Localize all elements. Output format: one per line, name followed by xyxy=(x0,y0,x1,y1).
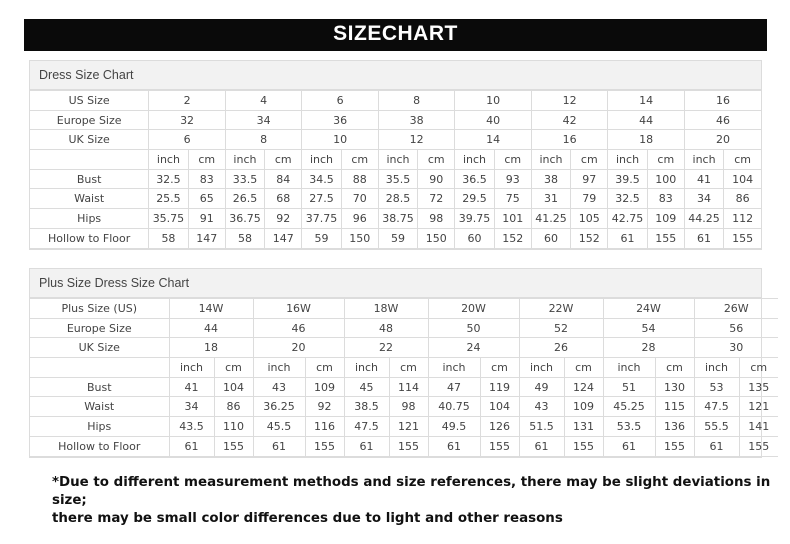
size-cell: 10 xyxy=(455,91,532,111)
unit-inch-cell: inch xyxy=(694,358,739,378)
measure-cell: 41 xyxy=(169,377,214,397)
unit-inch-cell: inch xyxy=(603,358,655,378)
row-label: Hips xyxy=(30,209,149,229)
table-row xyxy=(30,228,761,248)
measure-cell: 43 xyxy=(519,397,564,417)
measure-cell: 155 xyxy=(305,436,344,456)
footnote xyxy=(52,474,772,528)
size-cell: 6 xyxy=(149,130,226,150)
measure-cell: 51 xyxy=(603,377,655,397)
measure-cell: 152 xyxy=(494,228,531,248)
unit-cm-cell: cm xyxy=(418,150,455,170)
measure-cell: 135 xyxy=(739,377,778,397)
measure-cell: 86 xyxy=(214,397,253,417)
measure-cell: 88 xyxy=(341,169,378,189)
table-row xyxy=(30,318,778,338)
unit-inch-cell: inch xyxy=(225,150,264,170)
empty-cell xyxy=(30,150,149,170)
size-cell: 18 xyxy=(169,338,253,358)
size-cell: 52 xyxy=(519,318,603,338)
size-cell: 8 xyxy=(378,91,455,111)
unit-inch-cell: inch xyxy=(684,150,723,170)
measure-cell: 130 xyxy=(655,377,694,397)
size-cell: 16 xyxy=(531,130,608,150)
table-row xyxy=(30,91,761,111)
unit-inch-cell: inch xyxy=(378,150,417,170)
measure-cell: 45.25 xyxy=(603,397,655,417)
unit-inch-cell: inch xyxy=(519,358,564,378)
measure-cell: 51.5 xyxy=(519,417,564,437)
measure-cell: 38.5 xyxy=(344,397,389,417)
table-row xyxy=(30,358,778,378)
dress-size-chart xyxy=(29,60,762,250)
measure-cell: 35.5 xyxy=(378,169,417,189)
measure-cell: 36.75 xyxy=(225,209,264,229)
table-row xyxy=(30,209,761,229)
measure-cell: 32.5 xyxy=(149,169,188,189)
size-cell: 28 xyxy=(603,338,694,358)
measure-cell: 150 xyxy=(341,228,378,248)
measure-cell: 41.25 xyxy=(531,209,570,229)
footnote-line: *Due to different measurement methods and size references, there may be slight deviations in size; xyxy=(52,475,771,508)
size-cell: 12 xyxy=(531,91,608,111)
measure-cell: 110 xyxy=(214,417,253,437)
measure-cell: 55.5 xyxy=(694,417,739,437)
size-cell: 12 xyxy=(378,130,455,150)
unit-cm-cell: cm xyxy=(389,358,428,378)
unit-cm-cell: cm xyxy=(265,150,302,170)
measure-cell: 65 xyxy=(188,189,225,209)
table-row xyxy=(30,130,761,150)
measure-cell: 90 xyxy=(418,169,455,189)
measure-cell: 86 xyxy=(724,189,761,209)
measure-cell: 92 xyxy=(305,397,344,417)
chart-title: Dress Size Chart xyxy=(30,61,761,90)
measure-cell: 121 xyxy=(389,417,428,437)
measure-cell: 61 xyxy=(169,436,214,456)
size-cell: 44 xyxy=(169,318,253,338)
unit-cm-cell: cm xyxy=(305,358,344,378)
row-label: Europe Size xyxy=(30,318,169,338)
measure-cell: 45.5 xyxy=(253,417,305,437)
size-cell: 22W xyxy=(519,299,603,319)
table-row xyxy=(30,189,761,209)
table-row xyxy=(30,338,778,358)
measure-cell: 98 xyxy=(418,209,455,229)
measure-cell: 155 xyxy=(655,436,694,456)
measure-cell: 61 xyxy=(253,436,305,456)
measure-cell: 49.5 xyxy=(428,417,480,437)
row-label: Hips xyxy=(30,417,169,437)
measure-cell: 75 xyxy=(494,189,531,209)
measure-cell: 34 xyxy=(684,189,723,209)
sizechart-banner xyxy=(24,19,767,51)
measure-cell: 150 xyxy=(418,228,455,248)
unit-cm-cell: cm xyxy=(655,358,694,378)
size-cell: 42 xyxy=(531,110,608,130)
measure-cell: 100 xyxy=(647,169,684,189)
size-cell: 20W xyxy=(428,299,519,319)
size-cell: 48 xyxy=(344,318,428,338)
measure-cell: 38 xyxy=(531,169,570,189)
measure-cell: 47.5 xyxy=(694,397,739,417)
measure-cell: 61 xyxy=(344,436,389,456)
measure-cell: 68 xyxy=(265,189,302,209)
table-row xyxy=(30,169,761,189)
chart-title: Plus Size Dress Size Chart xyxy=(30,269,761,298)
measure-cell: 59 xyxy=(302,228,341,248)
measure-cell: 27.5 xyxy=(302,189,341,209)
row-label: Bust xyxy=(30,169,149,189)
table-row xyxy=(30,436,778,456)
size-cell: 24W xyxy=(603,299,694,319)
size-cell: 44 xyxy=(608,110,685,130)
size-cell: 24 xyxy=(428,338,519,358)
size-cell: 4 xyxy=(225,91,302,111)
size-cell: 38 xyxy=(378,110,455,130)
size-cell: 10 xyxy=(302,130,379,150)
measure-cell: 98 xyxy=(389,397,428,417)
measure-cell: 70 xyxy=(341,189,378,209)
row-label: UK Size xyxy=(30,338,169,358)
measure-cell: 93 xyxy=(494,169,531,189)
unit-cm-cell: cm xyxy=(188,150,225,170)
unit-inch-cell: inch xyxy=(302,150,341,170)
measure-cell: 40.75 xyxy=(428,397,480,417)
unit-cm-cell: cm xyxy=(341,150,378,170)
size-cell: 14W xyxy=(169,299,253,319)
measure-cell: 33.5 xyxy=(225,169,264,189)
size-cell: 46 xyxy=(253,318,344,338)
size-cell: 14 xyxy=(608,91,685,111)
size-cell: 6 xyxy=(302,91,379,111)
size-cell: 32 xyxy=(149,110,226,130)
measure-cell: 35.75 xyxy=(149,209,188,229)
unit-inch-cell: inch xyxy=(344,358,389,378)
measure-cell: 155 xyxy=(389,436,428,456)
unit-cm-cell: cm xyxy=(494,150,531,170)
size-cell: 20 xyxy=(684,130,761,150)
size-cell: 8 xyxy=(225,130,302,150)
measure-cell: 39.5 xyxy=(608,169,647,189)
measure-cell: 44.25 xyxy=(684,209,723,229)
measure-cell: 58 xyxy=(149,228,188,248)
row-label: Hollow to Floor xyxy=(30,436,169,456)
row-label: US Size xyxy=(30,91,149,111)
measure-cell: 124 xyxy=(564,377,603,397)
measure-cell: 119 xyxy=(480,377,519,397)
measure-cell: 101 xyxy=(494,209,531,229)
measure-cell: 83 xyxy=(647,189,684,209)
measure-cell: 29.5 xyxy=(455,189,494,209)
measure-cell: 91 xyxy=(188,209,225,229)
measure-cell: 53 xyxy=(694,377,739,397)
measure-cell: 61 xyxy=(428,436,480,456)
measure-cell: 116 xyxy=(305,417,344,437)
empty-cell xyxy=(30,358,169,378)
measure-cell: 121 xyxy=(739,397,778,417)
unit-inch-cell: inch xyxy=(531,150,570,170)
footnote-line: there may be small color differences due to light and other reasons xyxy=(52,511,563,526)
measure-cell: 112 xyxy=(724,209,761,229)
size-cell: 16W xyxy=(253,299,344,319)
row-label: Europe Size xyxy=(30,110,149,130)
measure-cell: 155 xyxy=(724,228,761,248)
measure-cell: 141 xyxy=(739,417,778,437)
measure-cell: 47.5 xyxy=(344,417,389,437)
measure-cell: 31 xyxy=(531,189,570,209)
measure-cell: 104 xyxy=(724,169,761,189)
measure-cell: 47 xyxy=(428,377,480,397)
measure-cell: 105 xyxy=(571,209,608,229)
page-title: SIZECHART xyxy=(333,22,458,45)
unit-cm-cell: cm xyxy=(214,358,253,378)
size-cell: 18W xyxy=(344,299,428,319)
measure-cell: 43.5 xyxy=(169,417,214,437)
measure-cell: 61 xyxy=(694,436,739,456)
measure-cell: 155 xyxy=(214,436,253,456)
unit-cm-cell: cm xyxy=(571,150,608,170)
measure-cell: 34 xyxy=(169,397,214,417)
table-row xyxy=(30,299,778,319)
measure-cell: 25.5 xyxy=(149,189,188,209)
unit-cm-cell: cm xyxy=(647,150,684,170)
size-cell: 34 xyxy=(225,110,302,130)
size-cell: 40 xyxy=(455,110,532,130)
unit-cm-cell: cm xyxy=(724,150,761,170)
measure-cell: 104 xyxy=(480,397,519,417)
measure-cell: 96 xyxy=(341,209,378,229)
table-row xyxy=(30,150,761,170)
size-cell: 56 xyxy=(694,318,778,338)
measure-cell: 155 xyxy=(564,436,603,456)
size-cell: 14 xyxy=(455,130,532,150)
measure-cell: 32.5 xyxy=(608,189,647,209)
measure-cell: 60 xyxy=(531,228,570,248)
size-cell: 50 xyxy=(428,318,519,338)
size-cell: 18 xyxy=(608,130,685,150)
table-row xyxy=(30,110,761,130)
measure-cell: 42.75 xyxy=(608,209,647,229)
unit-cm-cell: cm xyxy=(739,358,778,378)
row-label: Waist xyxy=(30,189,149,209)
measure-cell: 92 xyxy=(265,209,302,229)
table-row xyxy=(30,417,778,437)
measure-cell: 59 xyxy=(378,228,417,248)
measure-cell: 126 xyxy=(480,417,519,437)
table-row xyxy=(30,377,778,397)
measure-cell: 136 xyxy=(655,417,694,437)
measure-cell: 26.5 xyxy=(225,189,264,209)
unit-cm-cell: cm xyxy=(564,358,603,378)
measure-cell: 97 xyxy=(571,169,608,189)
measure-cell: 36.5 xyxy=(455,169,494,189)
measure-cell: 104 xyxy=(214,377,253,397)
measure-cell: 84 xyxy=(265,169,302,189)
measure-cell: 61 xyxy=(603,436,655,456)
size-cell: 30 xyxy=(694,338,778,358)
measure-cell: 147 xyxy=(265,228,302,248)
measure-cell: 147 xyxy=(188,228,225,248)
size-cell: 54 xyxy=(603,318,694,338)
row-label: Waist xyxy=(30,397,169,417)
measure-cell: 109 xyxy=(305,377,344,397)
measure-cell: 36.25 xyxy=(253,397,305,417)
measure-cell: 58 xyxy=(225,228,264,248)
measure-cell: 53.5 xyxy=(603,417,655,437)
measure-cell: 79 xyxy=(571,189,608,209)
measure-cell: 43 xyxy=(253,377,305,397)
size-cell: 46 xyxy=(684,110,761,130)
row-label: UK Size xyxy=(30,130,149,150)
measure-cell: 61 xyxy=(608,228,647,248)
measure-cell: 37.75 xyxy=(302,209,341,229)
measure-cell: 34.5 xyxy=(302,169,341,189)
measure-cell: 39.75 xyxy=(455,209,494,229)
row-label: Plus Size (US) xyxy=(30,299,169,319)
unit-inch-cell: inch xyxy=(608,150,647,170)
measure-cell: 61 xyxy=(684,228,723,248)
measure-cell: 28.5 xyxy=(378,189,417,209)
size-cell: 20 xyxy=(253,338,344,358)
row-label: Bust xyxy=(30,377,169,397)
measure-cell: 49 xyxy=(519,377,564,397)
plus-size-table xyxy=(30,298,778,457)
unit-inch-cell: inch xyxy=(169,358,214,378)
unit-inch-cell: inch xyxy=(149,150,188,170)
size-cell: 26 xyxy=(519,338,603,358)
measure-cell: 155 xyxy=(739,436,778,456)
measure-cell: 155 xyxy=(480,436,519,456)
plus-size-chart xyxy=(29,268,770,458)
table-row xyxy=(30,397,778,417)
measure-cell: 61 xyxy=(519,436,564,456)
measure-cell: 72 xyxy=(418,189,455,209)
measure-cell: 60 xyxy=(455,228,494,248)
unit-cm-cell: cm xyxy=(480,358,519,378)
measure-cell: 45 xyxy=(344,377,389,397)
unit-inch-cell: inch xyxy=(253,358,305,378)
measure-cell: 41 xyxy=(684,169,723,189)
measure-cell: 109 xyxy=(564,397,603,417)
unit-inch-cell: inch xyxy=(428,358,480,378)
size-cell: 2 xyxy=(149,91,226,111)
measure-cell: 109 xyxy=(647,209,684,229)
measure-cell: 115 xyxy=(655,397,694,417)
measure-cell: 38.75 xyxy=(378,209,417,229)
dress-size-table xyxy=(30,90,761,249)
measure-cell: 114 xyxy=(389,377,428,397)
measure-cell: 131 xyxy=(564,417,603,437)
measure-cell: 152 xyxy=(571,228,608,248)
measure-cell: 83 xyxy=(188,169,225,189)
unit-inch-cell: inch xyxy=(455,150,494,170)
size-cell: 16 xyxy=(684,91,761,111)
size-cell: 36 xyxy=(302,110,379,130)
measure-cell: 155 xyxy=(647,228,684,248)
size-cell: 22 xyxy=(344,338,428,358)
row-label: Hollow to Floor xyxy=(30,228,149,248)
size-cell: 26W xyxy=(694,299,778,319)
